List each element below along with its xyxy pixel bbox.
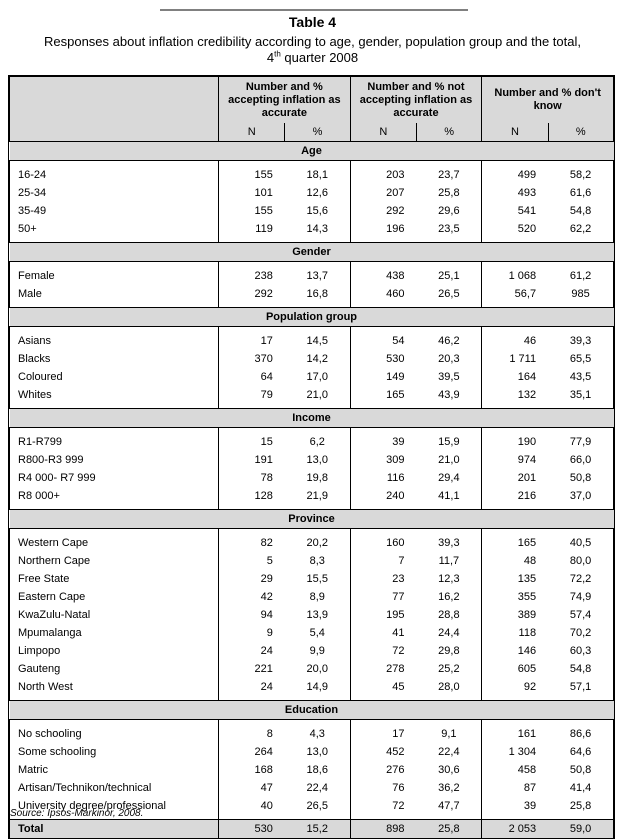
percent-cell: 19,8 <box>285 469 350 487</box>
count-cell: 119 <box>219 220 285 243</box>
row-label: Male <box>10 285 219 308</box>
top-rule <box>160 9 468 11</box>
count-cell: 216 <box>482 487 548 510</box>
table-row <box>10 743 614 761</box>
percent-cell: 20,3 <box>416 350 481 368</box>
row-label: Eastern Cape <box>10 588 219 606</box>
percent-cell: 22,4 <box>416 743 481 761</box>
count-cell: 974 <box>482 451 548 469</box>
percent-cell: 39,3 <box>416 529 481 553</box>
table-row <box>10 469 614 487</box>
count-cell: 79 <box>219 386 285 409</box>
count-cell: 165 <box>482 529 548 553</box>
percent-cell: 39,5 <box>416 368 481 386</box>
count-cell: 530 <box>350 350 416 368</box>
count-cell: 76 <box>350 779 416 797</box>
row-label: 25-34 <box>10 184 219 202</box>
table-row <box>10 720 614 744</box>
percent-cell: 59,0 <box>548 820 613 839</box>
source-note: Source: Ipsos-Markinor, 2008. <box>10 808 144 819</box>
percent-cell: 25,8 <box>548 797 613 820</box>
count-cell: 164 <box>482 368 548 386</box>
table-row <box>10 327 614 351</box>
row-label: University degree/professional <box>10 797 219 820</box>
percent-cell: 65,5 <box>548 350 613 368</box>
table-row <box>10 606 614 624</box>
row-label: 16-24 <box>10 161 219 185</box>
count-cell: 201 <box>482 469 548 487</box>
count-cell: 221 <box>219 660 285 678</box>
header-dont-know: Number and % don't know <box>482 77 614 124</box>
table-row <box>10 761 614 779</box>
count-cell: 48 <box>482 552 548 570</box>
percent-cell: 13,0 <box>285 743 350 761</box>
count-cell: 149 <box>350 368 416 386</box>
row-label: Limpopo <box>10 642 219 660</box>
percent-cell: 12,3 <box>416 570 481 588</box>
table-row <box>10 202 614 220</box>
count-cell: 2 053 <box>482 820 548 839</box>
data-table <box>9 76 614 839</box>
table-row <box>10 184 614 202</box>
row-label: Gauteng <box>10 660 219 678</box>
count-cell: 82 <box>219 529 285 553</box>
count-cell: 203 <box>350 161 416 185</box>
count-cell: 191 <box>219 451 285 469</box>
row-label: Asians <box>10 327 219 351</box>
percent-cell: 985 <box>548 285 613 308</box>
count-cell: 389 <box>482 606 548 624</box>
percent-cell: 16,8 <box>285 285 350 308</box>
percent-cell: 29,4 <box>416 469 481 487</box>
percent-cell: 13,0 <box>285 451 350 469</box>
percent-cell: 15,5 <box>285 570 350 588</box>
percent-cell: 41,1 <box>416 487 481 510</box>
subheader-n: N <box>482 123 548 142</box>
subtitle-line2-post: quarter 2008 <box>280 50 359 65</box>
percent-cell: 25,8 <box>416 820 481 839</box>
table-row <box>10 220 614 243</box>
count-cell: 438 <box>350 262 416 286</box>
count-cell: 24 <box>219 678 285 701</box>
percent-cell: 23,5 <box>416 220 481 243</box>
count-cell: 132 <box>482 386 548 409</box>
count-cell: 46 <box>482 327 548 351</box>
count-cell: 92 <box>482 678 548 701</box>
percent-cell: 20,0 <box>285 660 350 678</box>
percent-cell: 77,9 <box>548 428 613 452</box>
row-label: KwaZulu-Natal <box>10 606 219 624</box>
row-label: Whites <box>10 386 219 409</box>
count-cell: 195 <box>350 606 416 624</box>
header-row <box>10 77 614 124</box>
percent-cell: 26,5 <box>285 797 350 820</box>
table-row <box>10 451 614 469</box>
count-cell: 146 <box>482 642 548 660</box>
percent-cell: 58,2 <box>548 161 613 185</box>
row-label: R8 000+ <box>10 487 219 510</box>
count-cell: 160 <box>350 529 416 553</box>
table-row <box>10 487 614 510</box>
count-cell: 116 <box>350 469 416 487</box>
subheader-row <box>10 123 614 142</box>
subtitle-line1: Responses about inflation credibility according to age, gender, population group and the total, <box>44 34 581 49</box>
subtitle-sup: th <box>274 49 281 59</box>
row-label: Female <box>10 262 219 286</box>
count-cell: 40 <box>219 797 285 820</box>
count-cell: 460 <box>350 285 416 308</box>
percent-cell: 40,5 <box>548 529 613 553</box>
count-cell: 72 <box>350 642 416 660</box>
count-cell: 493 <box>482 184 548 202</box>
count-cell: 5 <box>219 552 285 570</box>
percent-cell: 8,3 <box>285 552 350 570</box>
count-cell: 45 <box>350 678 416 701</box>
percent-cell: 15,2 <box>285 820 350 839</box>
percent-cell: 50,8 <box>548 469 613 487</box>
percent-cell: 21,9 <box>285 487 350 510</box>
section-title: Population group <box>10 308 614 327</box>
count-cell: 101 <box>219 184 285 202</box>
percent-cell: 28,8 <box>416 606 481 624</box>
table-row <box>10 350 614 368</box>
header-not-accepting: Number and % not accepting inflation as accurate <box>350 77 482 124</box>
section-title: Education <box>10 701 614 720</box>
percent-cell: 14,3 <box>285 220 350 243</box>
subheader-pct: % <box>548 123 613 142</box>
count-cell: 17 <box>219 327 285 351</box>
section-header <box>10 701 614 720</box>
table-row <box>10 642 614 660</box>
percent-cell: 20,2 <box>285 529 350 553</box>
count-cell: 898 <box>350 820 416 839</box>
percent-cell: 21,0 <box>285 386 350 409</box>
row-label: 35-49 <box>10 202 219 220</box>
percent-cell: 74,9 <box>548 588 613 606</box>
percent-cell: 54,8 <box>548 660 613 678</box>
row-label: R800-R3 999 <box>10 451 219 469</box>
table-title: Table 4 <box>288 14 337 30</box>
row-label: 50+ <box>10 220 219 243</box>
section-header <box>10 510 614 529</box>
percent-cell: 61,2 <box>548 262 613 286</box>
count-cell: 541 <box>482 202 548 220</box>
count-cell: 56,7 <box>482 285 548 308</box>
subheader-empty <box>10 123 219 142</box>
table-row <box>10 570 614 588</box>
percent-cell: 21,0 <box>416 451 481 469</box>
subheader-pct: % <box>416 123 481 142</box>
count-cell: 370 <box>219 350 285 368</box>
table-row <box>10 161 614 185</box>
percent-cell: 86,6 <box>548 720 613 744</box>
table-row <box>10 552 614 570</box>
percent-cell: 12,6 <box>285 184 350 202</box>
count-cell: 240 <box>350 487 416 510</box>
count-cell: 72 <box>350 797 416 820</box>
subheader-n: N <box>350 123 416 142</box>
table-row <box>10 285 614 308</box>
percent-cell: 37,0 <box>548 487 613 510</box>
percent-cell: 46,2 <box>416 327 481 351</box>
count-cell: 64 <box>219 368 285 386</box>
percent-cell: 23,7 <box>416 161 481 185</box>
percent-cell: 13,9 <box>285 606 350 624</box>
count-cell: 276 <box>350 761 416 779</box>
count-cell: 94 <box>219 606 285 624</box>
percent-cell: 43,9 <box>416 386 481 409</box>
percent-cell: 62,2 <box>548 220 613 243</box>
count-cell: 155 <box>219 202 285 220</box>
table-row <box>10 529 614 553</box>
row-label: Western Cape <box>10 529 219 553</box>
count-cell: 292 <box>219 285 285 308</box>
table-row <box>10 678 614 701</box>
percent-cell: 41,4 <box>548 779 613 797</box>
count-cell: 54 <box>350 327 416 351</box>
row-label: Some schooling <box>10 743 219 761</box>
count-cell: 7 <box>350 552 416 570</box>
count-cell: 161 <box>482 720 548 744</box>
percent-cell: 29,6 <box>416 202 481 220</box>
count-cell: 520 <box>482 220 548 243</box>
percent-cell: 24,4 <box>416 624 481 642</box>
percent-cell: 47,7 <box>416 797 481 820</box>
count-cell: 135 <box>482 570 548 588</box>
percent-cell: 17,0 <box>285 368 350 386</box>
count-cell: 24 <box>219 642 285 660</box>
count-cell: 9 <box>219 624 285 642</box>
percent-cell: 66,0 <box>548 451 613 469</box>
row-label: Matric <box>10 761 219 779</box>
row-label: No schooling <box>10 720 219 744</box>
count-cell: 41 <box>350 624 416 642</box>
percent-cell: 16,2 <box>416 588 481 606</box>
count-cell: 605 <box>482 660 548 678</box>
percent-cell: 9,9 <box>285 642 350 660</box>
percent-cell: 25,8 <box>416 184 481 202</box>
percent-cell: 30,6 <box>416 761 481 779</box>
count-cell: 530 <box>219 820 285 839</box>
section-title: Province <box>10 510 614 529</box>
row-label: Artisan/Technikon/technical <box>10 779 219 797</box>
row-label: Free State <box>10 570 219 588</box>
percent-cell: 25,2 <box>416 660 481 678</box>
percent-cell: 60,3 <box>548 642 613 660</box>
count-cell: 23 <box>350 570 416 588</box>
table-row <box>10 660 614 678</box>
count-cell: 29 <box>219 570 285 588</box>
percent-cell: 57,1 <box>548 678 613 701</box>
percent-cell: 57,4 <box>548 606 613 624</box>
count-cell: 190 <box>482 428 548 452</box>
percent-cell: 39,3 <box>548 327 613 351</box>
count-cell: 499 <box>482 161 548 185</box>
header-accepting: Number and % accepting inflation as accurate <box>219 77 351 124</box>
percent-cell: 26,5 <box>416 285 481 308</box>
count-cell: 458 <box>482 761 548 779</box>
count-cell: 87 <box>482 779 548 797</box>
count-cell: 165 <box>350 386 416 409</box>
row-label: Northern Cape <box>10 552 219 570</box>
count-cell: 292 <box>350 202 416 220</box>
percent-cell: 9,1 <box>416 720 481 744</box>
count-cell: 8 <box>219 720 285 744</box>
percent-cell: 4,3 <box>285 720 350 744</box>
percent-cell: 14,2 <box>285 350 350 368</box>
table-body <box>10 142 614 839</box>
row-label: R1-R799 <box>10 428 219 452</box>
count-cell: 309 <box>350 451 416 469</box>
count-cell: 355 <box>482 588 548 606</box>
count-cell: 1 068 <box>482 262 548 286</box>
count-cell: 1 711 <box>482 350 548 368</box>
section-title: Age <box>10 142 614 161</box>
table-row <box>10 262 614 286</box>
percent-cell: 54,8 <box>548 202 613 220</box>
table-row <box>10 386 614 409</box>
count-cell: 77 <box>350 588 416 606</box>
subheader-pct: % <box>285 123 350 142</box>
percent-cell: 80,0 <box>548 552 613 570</box>
count-cell: 17 <box>350 720 416 744</box>
count-cell: 452 <box>350 743 416 761</box>
count-cell: 207 <box>350 184 416 202</box>
subtitle-line2-pre: 4 <box>266 50 275 65</box>
total-row <box>10 820 614 839</box>
count-cell: 128 <box>219 487 285 510</box>
percent-cell: 43,5 <box>548 368 613 386</box>
percent-cell: 18,1 <box>285 161 350 185</box>
table-row <box>10 428 614 452</box>
count-cell: 168 <box>219 761 285 779</box>
row-label: Total <box>10 820 219 839</box>
count-cell: 42 <box>219 588 285 606</box>
header-empty <box>10 77 219 124</box>
row-label: Coloured <box>10 368 219 386</box>
subheader-n: N <box>219 123 285 142</box>
table-subtitle <box>0 34 625 66</box>
count-cell: 78 <box>219 469 285 487</box>
table-row <box>10 624 614 642</box>
table-row <box>10 588 614 606</box>
percent-cell: 29,8 <box>416 642 481 660</box>
percent-cell: 28,0 <box>416 678 481 701</box>
table-row <box>10 779 614 797</box>
count-cell: 47 <box>219 779 285 797</box>
percent-cell: 8,9 <box>285 588 350 606</box>
percent-cell: 64,6 <box>548 743 613 761</box>
percent-cell: 25,1 <box>416 262 481 286</box>
section-header <box>10 243 614 262</box>
percent-cell: 11,7 <box>416 552 481 570</box>
count-cell: 15 <box>219 428 285 452</box>
count-cell: 39 <box>482 797 548 820</box>
section-title: Income <box>10 409 614 428</box>
count-cell: 196 <box>350 220 416 243</box>
section-header <box>10 308 614 327</box>
percent-cell: 5,4 <box>285 624 350 642</box>
percent-cell: 15,9 <box>416 428 481 452</box>
percent-cell: 13,7 <box>285 262 350 286</box>
percent-cell: 50,8 <box>548 761 613 779</box>
table-row <box>10 368 614 386</box>
percent-cell: 6,2 <box>285 428 350 452</box>
count-cell: 155 <box>219 161 285 185</box>
percent-cell: 72,2 <box>548 570 613 588</box>
row-label: Mpumalanga <box>10 624 219 642</box>
percent-cell: 22,4 <box>285 779 350 797</box>
row-label: Blacks <box>10 350 219 368</box>
section-header <box>10 409 614 428</box>
percent-cell: 70,2 <box>548 624 613 642</box>
count-cell: 1 304 <box>482 743 548 761</box>
percent-cell: 14,9 <box>285 678 350 701</box>
row-label: North West <box>10 678 219 701</box>
percent-cell: 14,5 <box>285 327 350 351</box>
section-title: Gender <box>10 243 614 262</box>
percent-cell: 61,6 <box>548 184 613 202</box>
row-label: R4 000- R7 999 <box>10 469 219 487</box>
percent-cell: 36,2 <box>416 779 481 797</box>
count-cell: 264 <box>219 743 285 761</box>
count-cell: 278 <box>350 660 416 678</box>
section-header <box>10 142 614 161</box>
percent-cell: 18,6 <box>285 761 350 779</box>
percent-cell: 35,1 <box>548 386 613 409</box>
count-cell: 238 <box>219 262 285 286</box>
count-cell: 118 <box>482 624 548 642</box>
count-cell: 39 <box>350 428 416 452</box>
percent-cell: 15,6 <box>285 202 350 220</box>
